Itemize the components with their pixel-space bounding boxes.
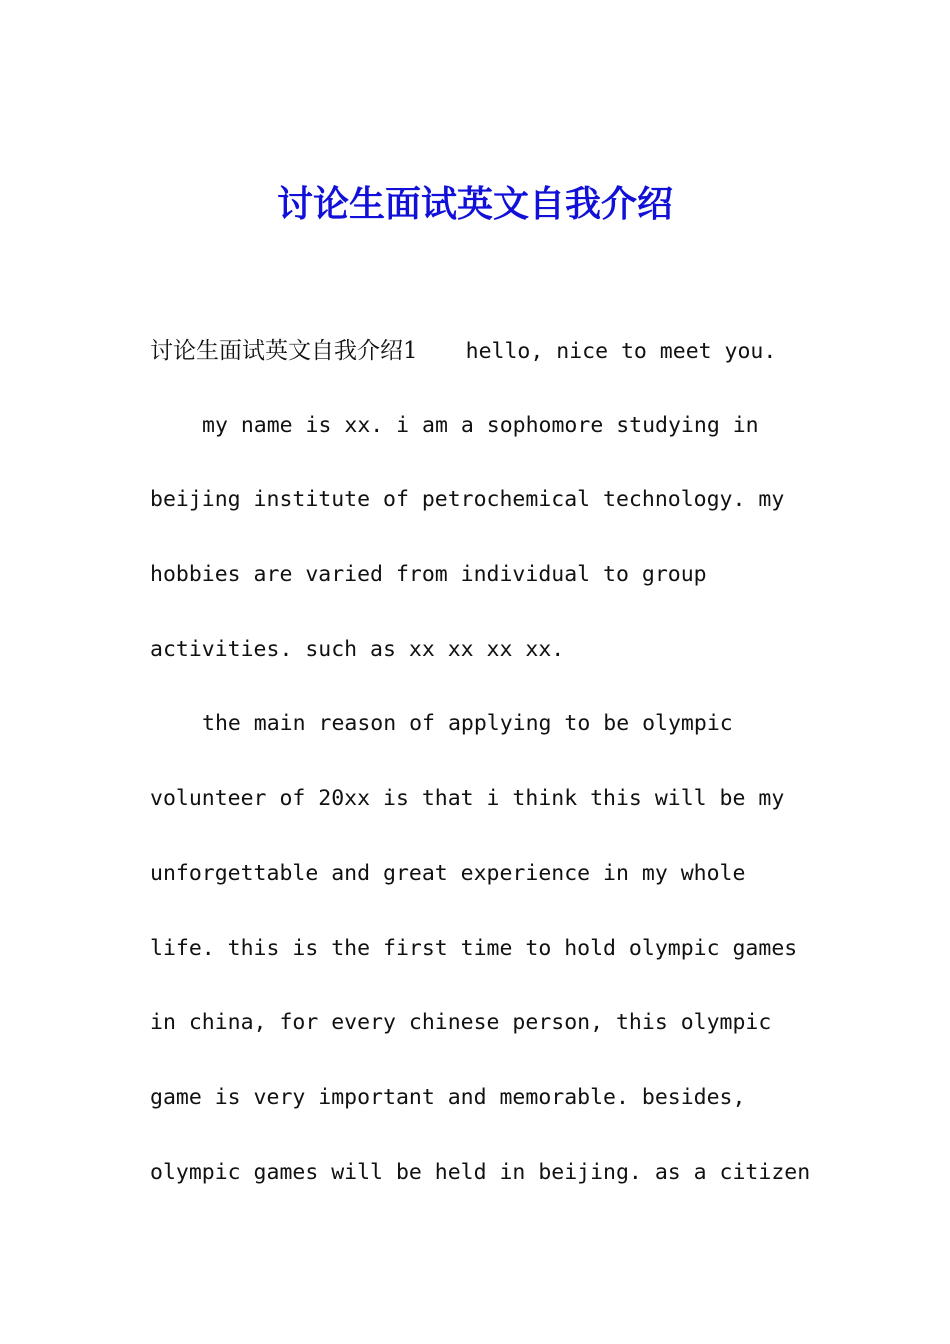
paragraph-line: the main reason of applying to be olympic [202,711,733,737]
paragraph-line: olympic games will be held in beijing. as a citizen [150,1159,811,1185]
paragraph-line: unforgettable and great experience in my whole [150,860,746,886]
paragraph-line: volunteer of 20xx is that i think this will be my [150,786,785,812]
paragraph-line: life. this is the first time to hold olympic games [150,935,798,961]
paragraph-line: my name is xx. i am a sophomore studying in [202,412,759,438]
paragraph-line: game is very important and memorable. besides, [150,1084,746,1110]
paragraph-line [150,336,850,411]
greeting-text: hello, nice to meet you. [465,339,777,364]
paragraph-line: beijing institute of petrochemical technology. my [150,487,785,513]
paragraph-line: activities. such as xx xx xx xx. [150,636,565,662]
paragraph-line: hobbies are varied from individual to group [150,562,707,588]
document-title: 讨论生面试英文自我介绍 [276,183,673,225]
document-body [150,336,850,1232]
section-heading: 讨论生面试英文自我介绍1 [150,338,418,364]
paragraph-line: in china, for every chinese person, this olympic [150,1010,772,1036]
